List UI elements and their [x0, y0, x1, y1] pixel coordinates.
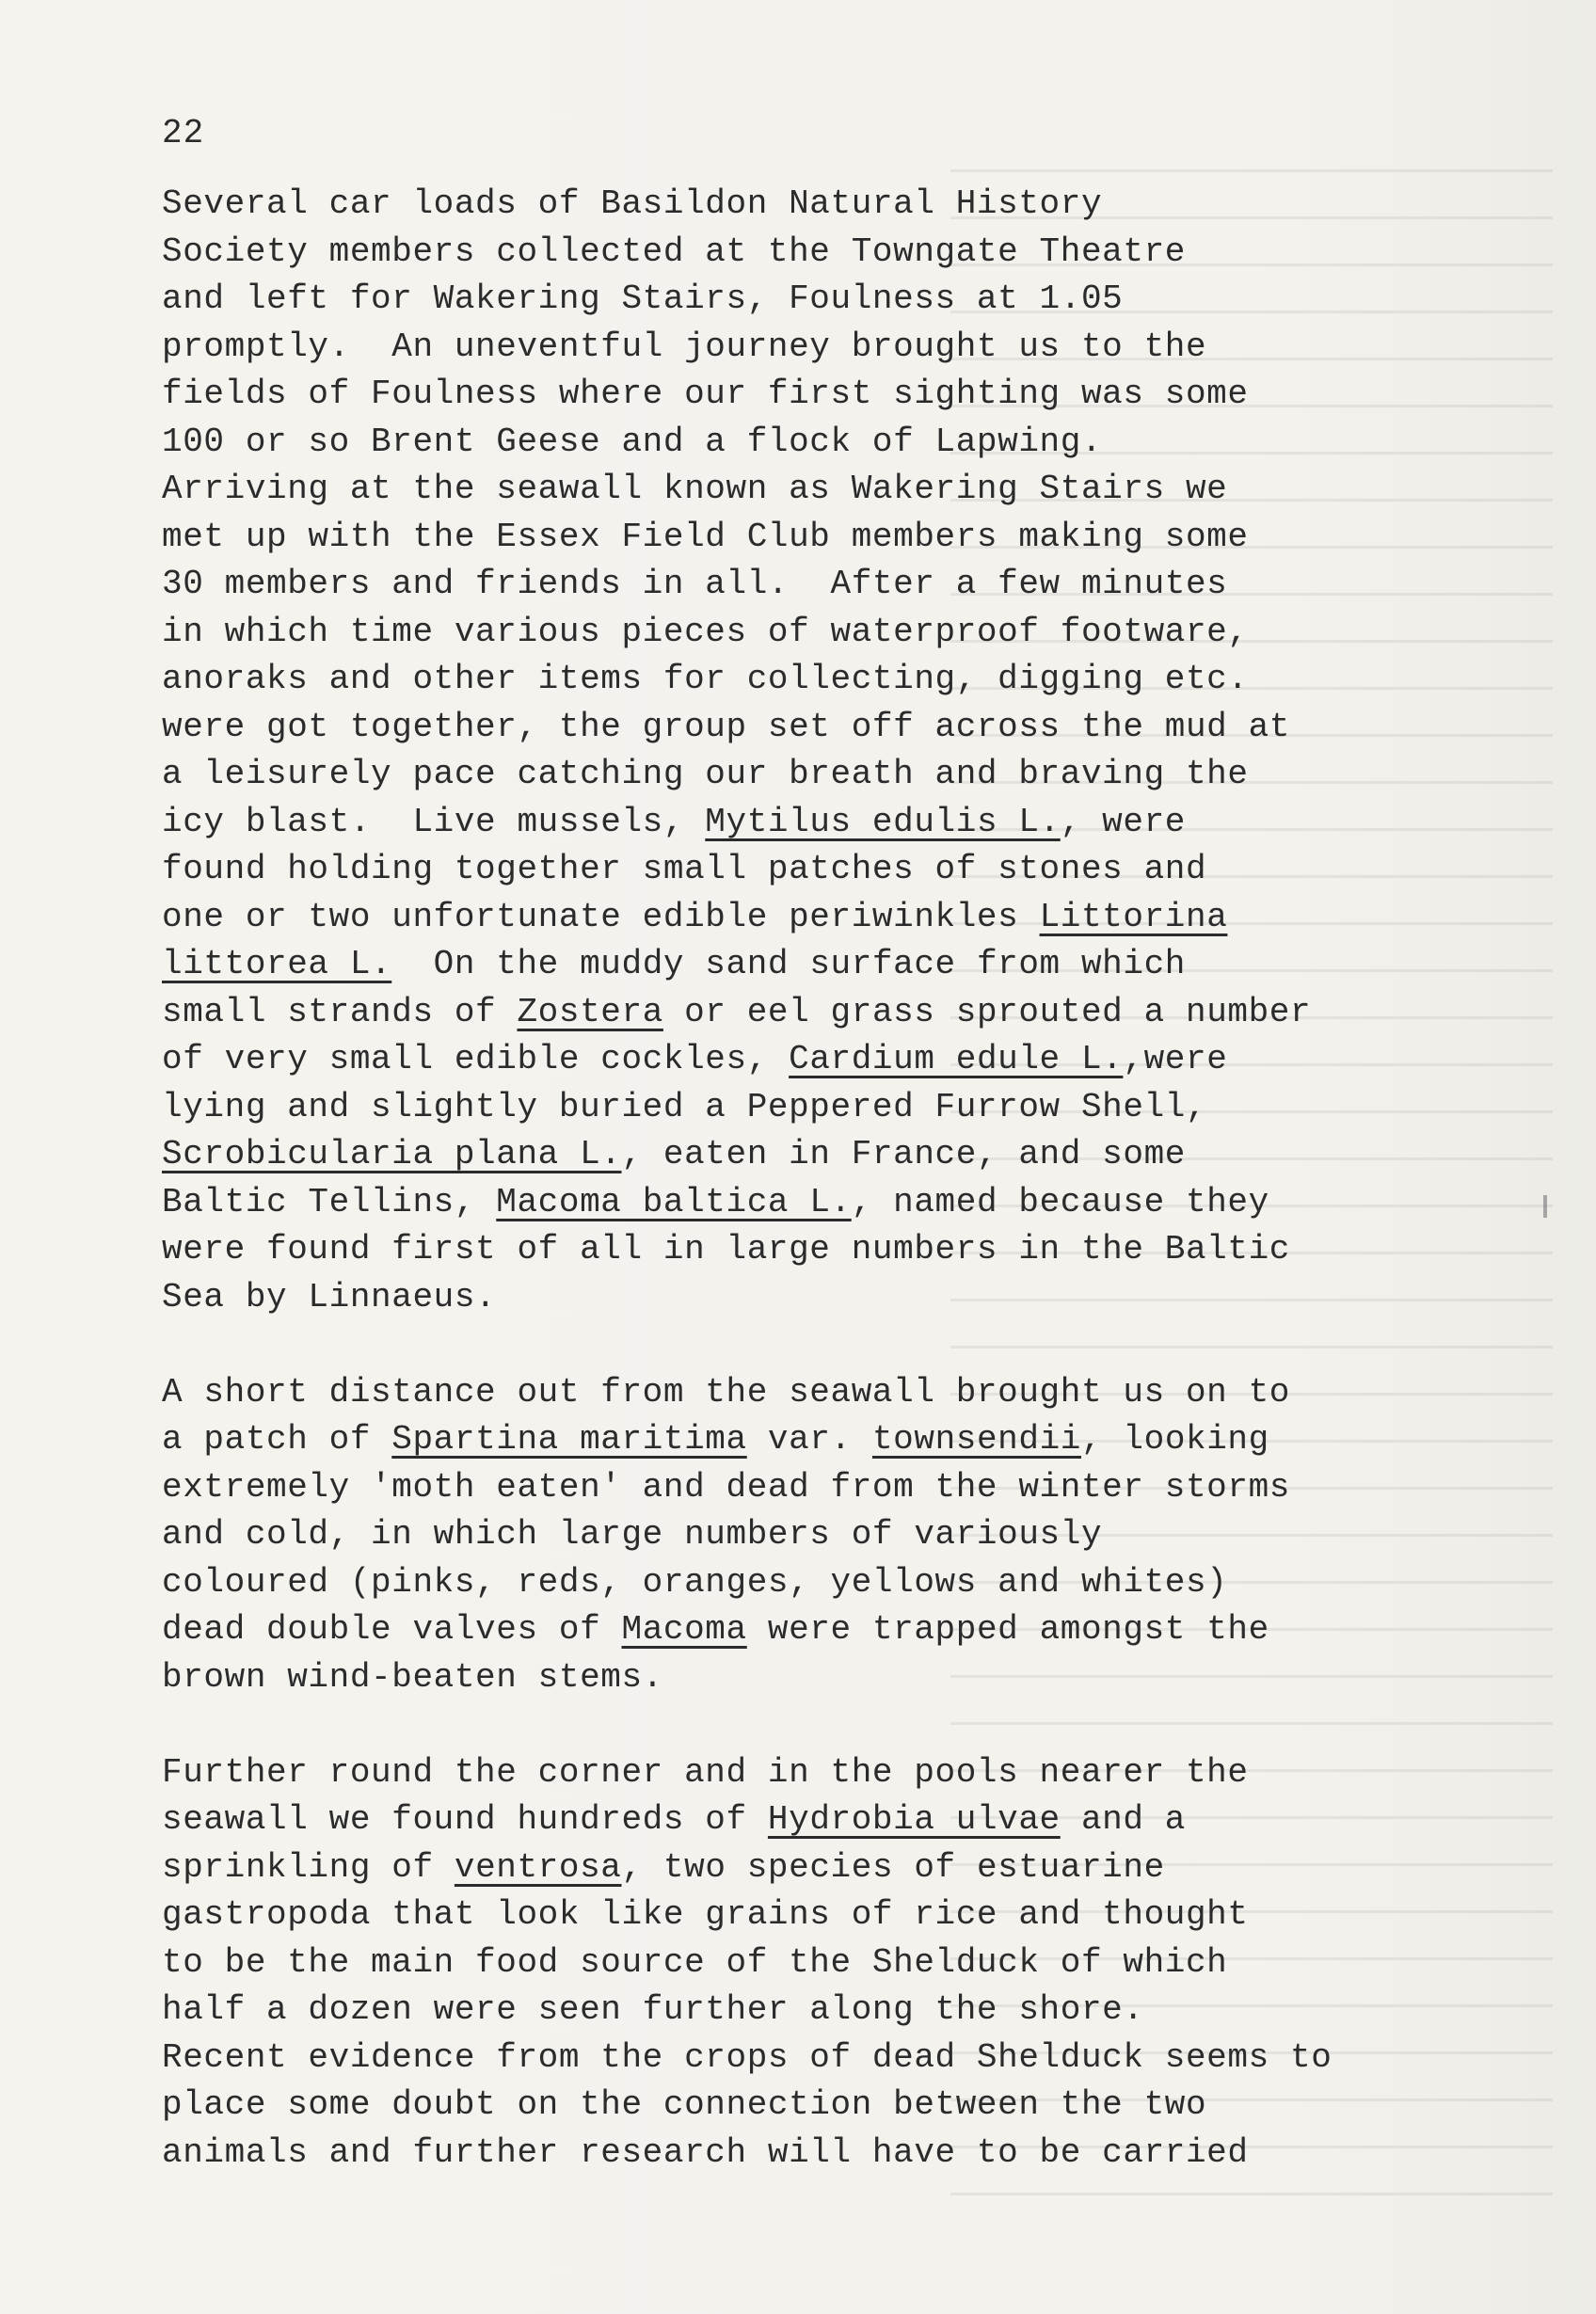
- text-line: [162, 276, 1498, 324]
- text-line: [162, 466, 1498, 514]
- species-name: Hydrobia ulvae: [767, 1800, 1061, 1839]
- text-line: [162, 1606, 1498, 1654]
- species-name: Zostera: [517, 992, 663, 1031]
- species-name: Spartina maritima: [391, 1420, 747, 1459]
- text-segment: were found first of all in large numbers in the Baltic: [162, 1230, 1290, 1269]
- text-line: [162, 1749, 1498, 1797]
- text-line: [162, 1416, 1498, 1464]
- text-segment: in which time various pieces of waterproof footware,: [162, 612, 1249, 651]
- text-segment: , named because they: [851, 1182, 1269, 1221]
- text-segment: or eel grass sprouted a number: [662, 992, 1312, 1031]
- text-line: [162, 846, 1498, 894]
- text-line: [162, 1559, 1498, 1607]
- text-segment: Society members collected at the Towngate Theatre: [162, 231, 1186, 271]
- text-line: [162, 181, 1498, 229]
- paragraph-gap: [162, 1701, 1498, 1749]
- text-line: [162, 1654, 1498, 1702]
- text-segment: were trapped amongst the: [746, 1610, 1269, 1649]
- text-line: [162, 1274, 1498, 1322]
- text-line: [162, 799, 1498, 847]
- text-line: [162, 1226, 1498, 1274]
- text-segment: Arriving at the seawall known as Wakering Stairs we: [162, 470, 1228, 508]
- text-line: [162, 1891, 1498, 1939]
- text-line: [162, 514, 1498, 562]
- text-segment: Baltic Tellins,: [162, 1182, 497, 1221]
- text-segment: sprinkling of: [162, 1847, 455, 1887]
- text-segment: and left for Wakering Stairs, Foulness at 1.05: [162, 279, 1124, 318]
- text-line: [162, 751, 1498, 799]
- text-line: [162, 561, 1498, 609]
- body-text: [162, 181, 1498, 2177]
- text-segment: 30 members and friends in all. After a few minutes: [162, 565, 1228, 603]
- species-name: littorea L.: [162, 945, 392, 983]
- text-segment: small strands of: [162, 992, 518, 1031]
- page-number: 22: [162, 114, 205, 152]
- text-segment: seawall we found hundreds of: [162, 1800, 768, 1839]
- paragraph-gap: [162, 1321, 1498, 1369]
- text-segment: extremely 'moth eaten' and dead from the winter storms: [162, 1467, 1290, 1507]
- species-name: Macoma: [621, 1610, 747, 1649]
- species-name: ventrosa: [454, 1847, 622, 1887]
- text-line: [162, 324, 1498, 372]
- text-line: [162, 609, 1498, 657]
- text-segment: A short distance out from the seawall brought us on to: [162, 1372, 1290, 1412]
- paragraph: [162, 1369, 1498, 1702]
- species-name: townsendii: [871, 1420, 1081, 1459]
- text-line: [162, 704, 1498, 752]
- text-segment: Recent evidence from the crops of dead Shelduck seems to: [162, 2037, 1333, 2077]
- text-segment: a patch of: [162, 1420, 392, 1459]
- text-segment: and a: [1060, 1800, 1186, 1839]
- text-segment: of very small edible cockles,: [162, 1040, 790, 1078]
- text-segment: coloured (pinks, reds, oranges, yellows and whites): [162, 1562, 1228, 1602]
- text-segment: were got together, the group set off across the mud at: [162, 707, 1290, 746]
- text-segment: On the muddy sand surface from which: [391, 945, 1186, 983]
- text-segment: place some doubt on the connection between the two: [162, 2085, 1207, 2124]
- text-segment: , were: [1060, 802, 1186, 841]
- text-line: [162, 1369, 1498, 1417]
- text-segment: to be the main food source of the Shelduck of which: [162, 1942, 1228, 1982]
- text-segment: , looking: [1081, 1420, 1269, 1459]
- text-segment: dead double valves of: [162, 1610, 622, 1649]
- text-line: [162, 989, 1498, 1037]
- text-line: [162, 2082, 1498, 2130]
- text-segment: promptly. An uneventful journey brought us to the: [162, 327, 1207, 366]
- text-segment: Further round the corner and in the pools nearer the: [162, 1752, 1249, 1792]
- text-segment: Sea by Linnaeus.: [162, 1277, 497, 1317]
- text-segment: met up with the Essex Field Club members making some: [162, 517, 1249, 556]
- text-segment: anoraks and other items for collecting, digging etc.: [162, 660, 1249, 698]
- text-segment: fields of Foulness where our first sighting was some: [162, 375, 1249, 413]
- text-segment: , two species of estuarine: [621, 1847, 1165, 1887]
- text-segment: 100 or so Brent Geese and a flock of Lapwing.: [162, 422, 1103, 461]
- text-segment: lying and slightly buried a Peppered Furrow Shell,: [162, 1087, 1207, 1126]
- species-name: Macoma baltica L.: [496, 1182, 852, 1221]
- text-line: [162, 1131, 1498, 1179]
- species-name: Scrobicularia plana L.: [162, 1135, 622, 1173]
- text-segment: Several car loads of Basildon Natural History: [162, 184, 1103, 223]
- text-segment: a leisurely pace catching our breath and braving the: [162, 755, 1249, 793]
- species-name: Cardium edule L.: [789, 1040, 1124, 1078]
- text-line: [162, 371, 1498, 419]
- species-name: Littorina: [1039, 897, 1228, 936]
- text-segment: animals and further research will have to be carried: [162, 2132, 1249, 2172]
- species-name: Mytilus edulis L.: [705, 802, 1061, 841]
- text-line: [162, 894, 1498, 942]
- text-line: [162, 656, 1498, 704]
- text-line: [162, 419, 1498, 467]
- text-segment: gastropoda that look like grains of rice and thought: [162, 1895, 1249, 1934]
- text-line: [162, 1939, 1498, 1987]
- text-segment: ,were: [1123, 1040, 1228, 1078]
- text-line: [162, 1179, 1498, 1227]
- text-line: [162, 2035, 1498, 2083]
- text-line: [162, 1511, 1498, 1559]
- text-line: [162, 1084, 1498, 1132]
- margin-mark: [1543, 1195, 1547, 1218]
- text-segment: found holding together small patches of stones and: [162, 850, 1207, 888]
- text-line: [162, 2130, 1498, 2178]
- text-line: [162, 1844, 1498, 1892]
- text-segment: and cold, in which large numbers of variously: [162, 1515, 1103, 1554]
- text-segment: half a dozen were seen further along the shore.: [162, 1990, 1144, 2029]
- text-segment: , eaten in France, and some: [621, 1135, 1186, 1173]
- text-line: [162, 941, 1498, 989]
- text-line: [162, 1796, 1498, 1844]
- text-line: [162, 1987, 1498, 2035]
- text-line: [162, 229, 1498, 277]
- text-segment: icy blast. Live mussels,: [162, 802, 706, 841]
- paragraph: [162, 1749, 1498, 2178]
- paragraph: [162, 181, 1498, 1321]
- text-segment: one or two unfortunate edible periwinkles: [162, 897, 1040, 936]
- text-segment: brown wind-beaten stems.: [162, 1657, 663, 1697]
- text-line: [162, 1464, 1498, 1512]
- text-line: [162, 1036, 1498, 1084]
- text-segment: var.: [746, 1420, 872, 1459]
